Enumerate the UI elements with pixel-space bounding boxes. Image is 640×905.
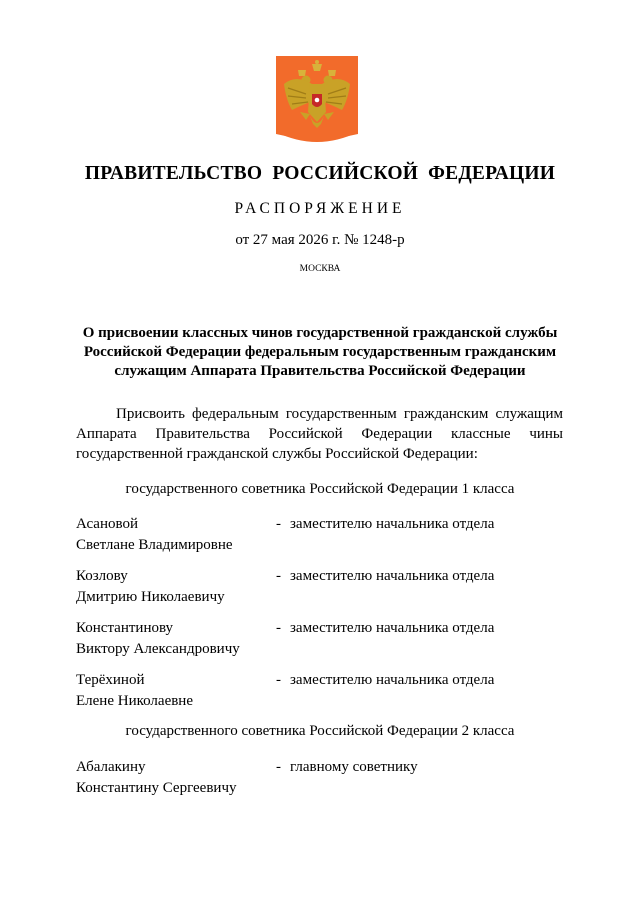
separator-dash: - [276,620,281,636]
separator-dash: - [276,759,281,775]
employee-given-name: Виктору Александровичу [76,641,240,657]
employee-given-name: Константину Сергеевичу [76,780,237,796]
employee-position: главному советнику [290,759,418,775]
employee-surname: Асановой [76,516,138,532]
employee-given-name: Дмитрию Николаевичу [76,589,225,605]
document-subject: О присвоении классных чинов государственной гражданской службы Российской Федерации федеральным государственным гражданским служащим Аппарата Правительства Российской Федерации [82,325,558,379]
separator-dash: - [276,672,281,688]
employee-surname: Абалакину [76,759,146,775]
intro-paragraph: Присвоить федеральным государственным гражданским служащим Аппарата Правительства Российской Федерации классные чины государственной гражданской службы Российской Федерации: [76,406,563,462]
coat-of-arms-icon [276,56,358,144]
employee-name [76,566,276,608]
employee-position: заместителю начальника отдела [290,516,495,532]
separator-dash: - [276,516,281,532]
employee-name [76,670,276,712]
employee-surname: Константинову [76,620,174,636]
separator-dash: - [276,568,281,584]
rank-heading: государственного советника Российской Федерации 1 класса [125,481,515,497]
employee-name [76,618,276,660]
issuer-title: ПРАВИТЕЛЬСТВО РОССИЙСКОЙ ФЕДЕРАЦИИ [84,163,556,184]
employee-name [76,757,276,799]
employee-position: заместителю начальника отдела [290,568,495,584]
employee-name [76,514,276,556]
document-date-number: от 27 мая 2026 г. № 1248-р [235,232,405,248]
employee-given-name: Светлане Владимировне [76,537,233,553]
employee-surname: Терёхиной [76,672,145,688]
employee-surname: Козлову [76,568,128,584]
employee-position: заместителю начальника отдела [290,672,495,688]
employee-position: заместителю начальника отдела [290,620,495,636]
employee-given-name: Елене Николаевне [76,693,193,709]
document-type: РАСПОРЯЖЕНИЕ [234,200,406,217]
rank-heading: государственного советника Российской Федерации 2 класса [125,723,515,739]
document-place: МОСКВА [299,264,341,274]
